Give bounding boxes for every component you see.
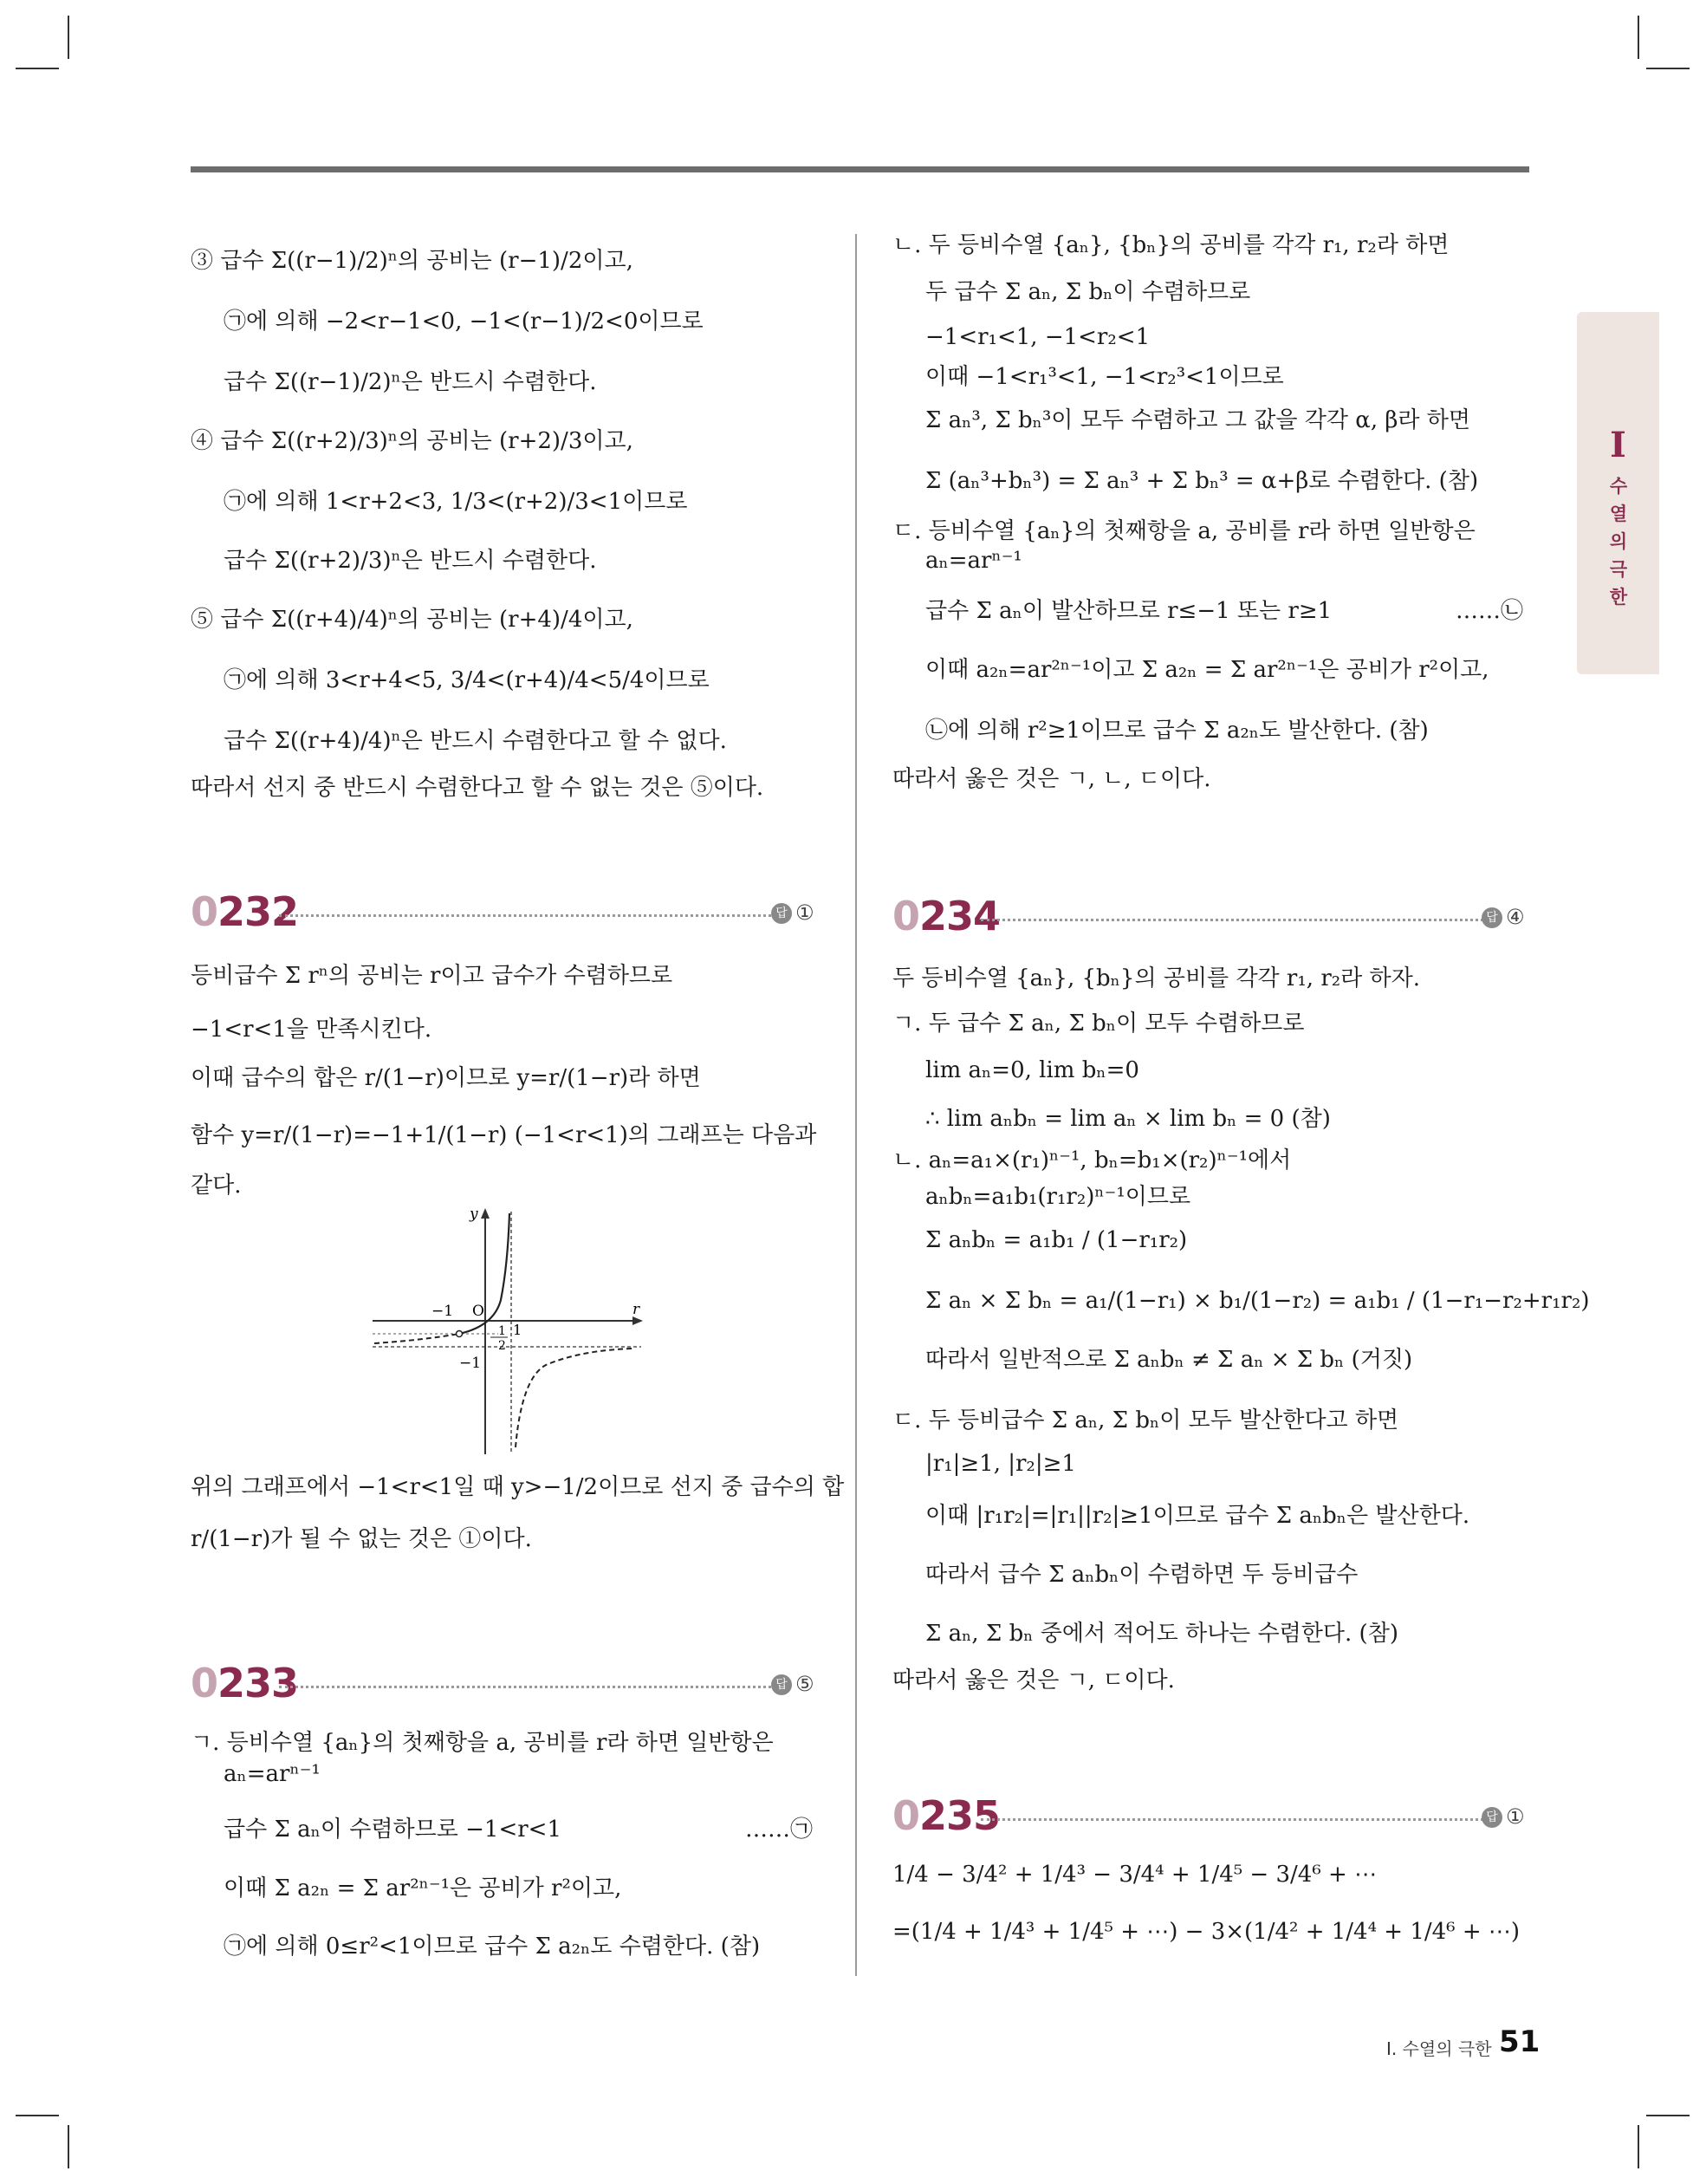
text-line: ㄷ. 두 등비급수 Σ aₙ, Σ bₙ이 모두 발산한다고 하면 [892, 1407, 1399, 1433]
mark-label: ……㉡ [1456, 598, 1524, 624]
equation-line: 1/4 − 3/4² + 1/4³ − 3/4⁴ + 1/4⁵ − 3/4⁶ + ⋯ [892, 1862, 1378, 1888]
text-line: 급수 Σ aₙ이 수렴하므로 −1<r<1 [224, 1817, 561, 1843]
chapter-tab [1577, 312, 1659, 674]
mark-label: ……㉠ [745, 1817, 814, 1843]
problem-header-233 [191, 1660, 832, 1712]
text-line: aₙ=arⁿ⁻¹ [925, 548, 1022, 574]
crop-mark [1638, 16, 1639, 59]
dotted-leader [981, 1818, 1483, 1821]
text-line: ㉠에 의해 0≤r²<1이므로 급수 Σ a₂ₙ도 수렴한다. (참) [224, 1934, 761, 1960]
conclusion-line: 따라서 옳은 것은 ㄱ, ㄴ, ㄷ이다. [892, 766, 1211, 792]
text-line: aₙ=arⁿ⁻¹ [224, 1761, 321, 1787]
text-line: −1<r₁<1, −1<r₂<1 [925, 324, 1151, 350]
answer-icon: 답 [771, 1674, 792, 1695]
text-line: ⑤ 급수 Σ((r+4)/4)ⁿ의 공비는 (r+4)/4이고, [191, 607, 633, 633]
problem-number: 0232 [191, 888, 299, 935]
text-line: ㄷ. 등비수열 {aₙ}의 첫째항을 a, 공비를 r라 하면 일반항은 [892, 518, 1476, 544]
crop-mark [16, 2115, 59, 2116]
open-endpoint [457, 1331, 463, 1337]
dotted-leader [981, 919, 1483, 921]
text-line: Σ aₙ³, Σ bₙ³이 모두 수렴하고 그 값을 각각 α, β라 하면 [925, 407, 1471, 433]
text-line: 등비급수 Σ rⁿ의 공비는 r이고 급수가 수렴하므로 [191, 963, 673, 989]
text-line: ∴ lim aₙbₙ = lim aₙ × lim bₙ = 0 (참) [925, 1106, 1331, 1132]
text-line: 급수 Σ((r+2)/3)ⁿ은 반드시 수렴한다. [224, 548, 597, 574]
text-line: lim aₙ=0, lim bₙ=0 [925, 1057, 1139, 1083]
answer-badge: 답 ① [771, 900, 814, 925]
text-line: 급수 Σ((r+4)/4)ⁿ은 반드시 수렴한다고 할 수 없다. [224, 728, 727, 754]
text-line: ㄱ. 등비수열 {aₙ}의 첫째항을 a, 공비를 r라 하면 일반항은 [191, 1730, 774, 1756]
text-line: r/(1−r)가 될 수 없는 것은 ①이다. [191, 1526, 532, 1552]
y-label: y [470, 1206, 478, 1223]
conclusion-line: 따라서 옳은 것은 ㄱ, ㄷ이다. [892, 1667, 1175, 1693]
text-line: ㉠에 의해 1<r+2<3, 1/3<(r+2)/3<1이므로 [224, 489, 688, 515]
text-line: ㄴ. aₙ=a₁×(r₁)ⁿ⁻¹, bₙ=b₁×(r₂)ⁿ⁻¹에서 [892, 1147, 1292, 1173]
text-line: 이때 급수의 합은 r/(1−r)이므로 y=r/(1−r)라 하면 [191, 1065, 701, 1091]
footer-chapter: Ⅰ. 수열의 극한 [1386, 2038, 1492, 2059]
answer-icon: 답 [1482, 1807, 1502, 1828]
half-num: 1 [498, 1324, 506, 1338]
text-line: −1<r<1을 만족시킨다. [191, 1017, 432, 1043]
problem-number: 0235 [892, 1792, 1001, 1839]
equation-line: =(1/4 + 1/4³ + 1/4⁵ + ⋯) − 3×(1/4² + 1/4⁴ + 1/4⁶ + ⋯) [892, 1919, 1521, 1945]
text-line: ③ 급수 Σ((r−1)/2)ⁿ의 공비는 (r−1)/2이고, [191, 248, 633, 274]
answer-badge: 답 ⑤ [771, 1672, 814, 1696]
text-line: aₙbₙ=a₁b₁(r₁r₂)ⁿ⁻¹이므로 [925, 1184, 1191, 1210]
crop-mark [68, 2125, 69, 2168]
text-line: 이때 a₂ₙ=ar²ⁿ⁻¹이고 Σ a₂ₙ = Σ ar²ⁿ⁻¹은 공비가 r²이고, [925, 657, 1489, 683]
answer-icon: 답 [1482, 907, 1502, 928]
text-line: 같다. [191, 1173, 242, 1199]
half-den: 2 [498, 1339, 506, 1353]
page-number: 51 [1499, 2025, 1541, 2059]
answer-badge: 답 ① [1482, 1804, 1525, 1829]
chapter-numeral: I [1610, 425, 1626, 465]
crop-mark [68, 16, 69, 59]
problem-number: 0233 [191, 1660, 299, 1706]
text-line: 위의 그래프에서 −1<r<1일 때 y>−1/2이므로 선지 중 급수의 합 [191, 1474, 845, 1500]
one-tick: 1 [513, 1322, 522, 1338]
crop-mark [1646, 68, 1690, 69]
y-axis-arrow [481, 1208, 490, 1219]
curve-left-dashed [374, 1334, 459, 1343]
text-line: ㉡에 의해 r²≥1이므로 급수 Σ a₂ₙ도 발산한다. (참) [925, 718, 1429, 744]
text-line: 이때 −1<r₁³<1, −1<r₂³<1이므로 [925, 364, 1284, 390]
crop-mark [1638, 2125, 1639, 2168]
text-line: 따라서 일반적으로 Σ aₙbₙ ≠ Σ aₙ × Σ bₙ (거짓) [925, 1347, 1413, 1373]
chapter-title: 수열의 극한 [1609, 476, 1628, 608]
text-line: ④ 급수 Σ((r+2)/3)ⁿ의 공비는 (r+2)/3이고, [191, 428, 633, 454]
dotted-leader [279, 1686, 782, 1688]
origin-label: O [472, 1303, 484, 1320]
dotted-leader [279, 914, 782, 917]
text-line: |r₁|≥1, |r₂|≥1 [925, 1451, 1076, 1477]
hyperbola-graph [373, 1205, 650, 1456]
top-rule [191, 166, 1529, 172]
text-line: 함수 y=r/(1−r)=−1+1/(1−r) (−1<r<1)의 그래프는 다음과 [191, 1122, 817, 1148]
conclusion-line: 따라서 선지 중 반드시 수렴한다고 할 수 없는 것은 ⑤이다. [191, 775, 764, 801]
text-line: Σ aₙbₙ = a₁b₁ / (1−r₁r₂) [925, 1227, 1188, 1253]
text-line: Σ (aₙ³+bₙ³) = Σ aₙ³ + Σ bₙ³ = α+β로 수렴한다. (참) [925, 468, 1479, 494]
text-line: 따라서 급수 Σ aₙbₙ이 수렴하면 두 등비급수 [925, 1562, 1359, 1588]
text-line: ㉠에 의해 −2<r−1<0, −1<(r−1)/2<0이므로 [224, 309, 704, 335]
text-line: ㄱ. 두 급수 Σ aₙ, Σ bₙ이 모두 수렴하므로 [892, 1011, 1305, 1037]
text-line: Σ aₙ × Σ bₙ = a₁/(1−r₁) × b₁/(1−r₂) = a₁b₁ / (1−r₁−r₂+r₁r₂) [925, 1288, 1590, 1314]
problem-header-234 [892, 893, 1529, 945]
problem-number: 0234 [892, 893, 1001, 939]
answer-badge: 답 ④ [1482, 905, 1525, 929]
column-divider [855, 234, 857, 1976]
text-line: Σ aₙ, Σ bₙ 중에서 적어도 하나는 수렴한다. (참) [925, 1621, 1398, 1647]
crop-mark [1646, 2115, 1690, 2116]
problem-header-235 [892, 1792, 1529, 1844]
text-line: 이때 Σ a₂ₙ = Σ ar²ⁿ⁻¹은 공비가 r²이고, [224, 1875, 622, 1901]
text-line: 이때 |r₁r₂|=|r₁||r₂|≥1이므로 급수 Σ aₙbₙ은 발산한다. [925, 1503, 1470, 1529]
neg1-y-tick: −1 [459, 1355, 482, 1372]
text-line: ㄴ. 두 등비수열 {aₙ}, {bₙ}의 공비를 각각 r₁, r₂라 하면 [892, 232, 1450, 258]
crop-mark [16, 68, 59, 69]
text-line: 두 등비수열 {aₙ}, {bₙ}의 공비를 각각 r₁, r₂라 하자. [892, 965, 1421, 991]
r-label: r [632, 1301, 640, 1318]
neg1-tick: −1 [431, 1303, 454, 1320]
text-line: 급수 Σ aₙ이 발산하므로 r≤−1 또는 r≥1 [925, 598, 1333, 624]
text-line: 두 급수 Σ aₙ, Σ bₙ이 수렴하므로 [925, 279, 1251, 305]
text-line: 급수 Σ((r−1)/2)ⁿ은 반드시 수렴한다. [224, 369, 597, 395]
curve-right-dashed [516, 1349, 632, 1447]
text-line: ㉠에 의해 3<r+4<5, 3/4<(r+4)/4<5/4이므로 [224, 667, 710, 693]
problem-header-232 [191, 888, 832, 940]
answer-icon: 답 [771, 903, 792, 924]
